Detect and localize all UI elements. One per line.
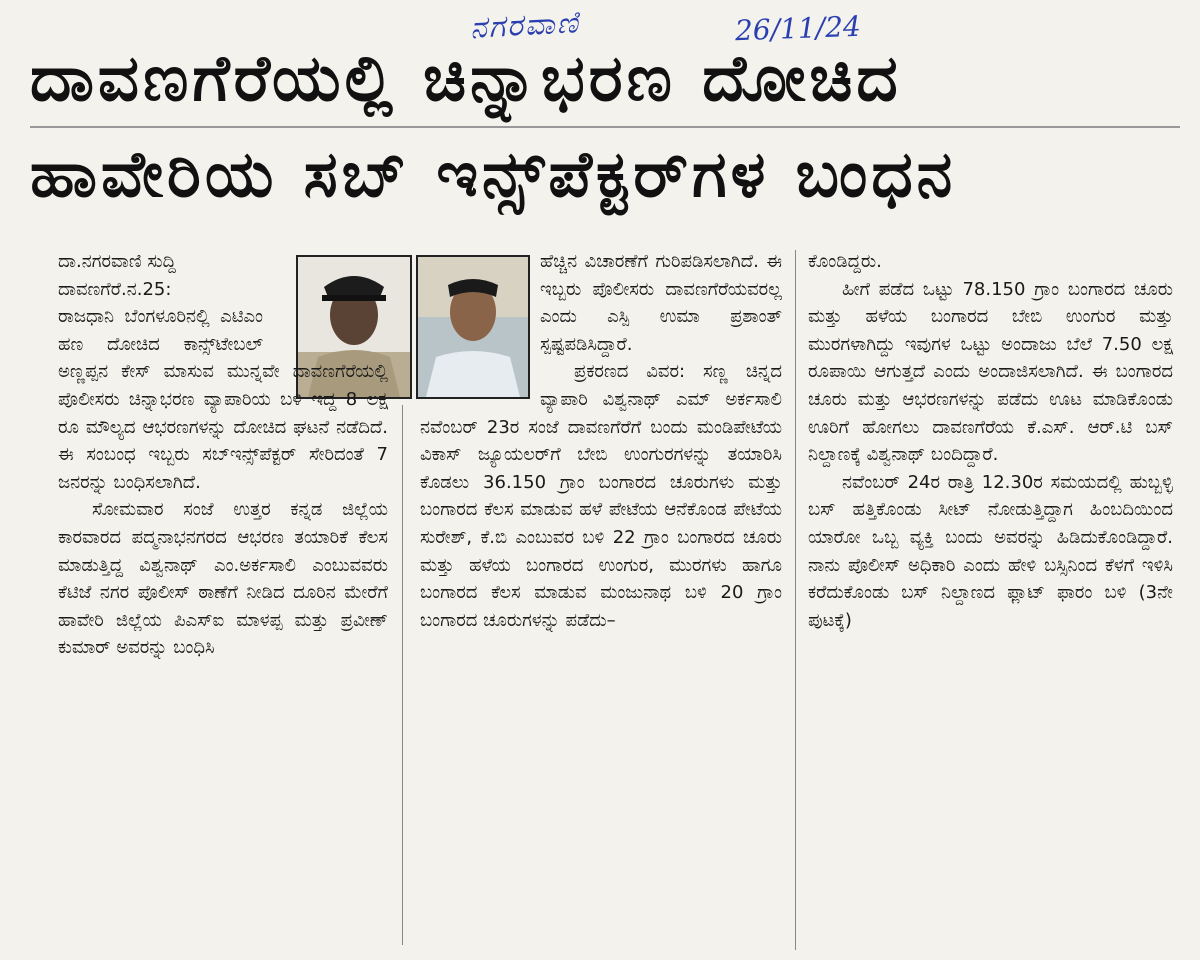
dateline-place-date: ದಾವಣಗೆರೆ.ನ.25: [58,278,172,300]
headline-line-1: ದಾವಣಗೆರೆಯಲ್ಲಿ ಚಿನ್ನಾಭರಣ ದೋಚಿದ [30,42,902,116]
headline-divider [30,126,1180,128]
paragraph: ಹೆಚ್ಚಿನ ವಿಚಾರಣೆಗೆ ಗುರಿಪಡಿಸಲಾಗಿದೆ. ಈ ಇಬ್ಬರು ಪೊಲೀಸರು ದಾವಣಗೆರೆಯವರಲ್ಲ ಎಂದು ಎಸ್ಪಿ ಉಮಾ ಪ್ರಶಾಂತ್ ಸ್ಪಷ್ಟಪಡಿಸಿದ್ದಾರೆ. [540,251,782,355]
column-divider-1 [402,405,403,945]
article-column-3 [808,248,1173,948]
paragraph: ನವೆಂಬರ್ 24ರ ರಾತ್ರಿ 12.30ರ ಸಮಯದಲ್ಲಿ ಹುಬ್ಬಳ್ಳಿ ಬಸ್ ಹತ್ತಿಕೊಂಡು ಸೀಟ್ ನೋಡುತ್ತಿದ್ದಾಗ ಹಿಂಬದಿಯಿಂದ ಯಾರೋ ಒಬ್ಬ ವ್ಯಕ್ತಿ ಬಂದು ಅವರನ್ನು ಹಿಡಿದುಕೊಂಡಿದ್ದಾರೆ. ನಾನು ಪೊಲೀಸ್ ಅಧಿಕಾರಿ ಎಂದು ಹೇಳಿ ಬಸ್ಸಿನಿಂದ ಕೆಳಗೆ ಇಳಿಸಿ ಕರೆದುಕೊಂಡು ಬಸ್ ನಿಲ್ದಾಣದ ಫ್ಲಾಟ್ ಫಾರಂ ಬಳಿ (3ನೇ ಪುಟಕ್ಕೆ) [808,471,1173,631]
paragraph: ಕೊಂಡಿದ್ದರು. [808,251,882,272]
article-column-1 [58,248,388,948]
article-column-2 [420,248,782,948]
handwritten-date: 26/11/24 [734,9,862,48]
paragraph: ಹೀಗೆ ಪಡೆದ ಒಟ್ಟು 78.150 ಗ್ರಾಂ ಬಂಗಾರದ ಚೂರು ಮತ್ತು ಹಳೆಯ ಬಂಗಾರದ ಬೇಬಿ ಉಂಗುರ ಮತ್ತು ಮುರಗಳಾಗಿದ್ದು ಇವುಗಳ ಒಟ್ಟು ಅಂದಾಜು ಬೆಲೆ 7.50 ಲಕ್ಷ ರೂಪಾಯಿ ಆಗುತ್ತದೆ ಎಂದು ಅಂದಾಜಿಸಲಾಗಿದೆ. ಈ ಬಂಗಾರದ ಚೂರು ಮತ್ತು ಆಭರಣಗಳನ್ನು ಪಡೆದು ಊಟ ಮಾಡಿಕೊಂಡು ಊರಿಗೆ ಹೋಗಲು ದಾವಣಗೆರೆಯ ಕೆ.ಎಸ್. ಆರ್.ಟಿ ಬಸ್ ನಿಲ್ದಾಣಕ್ಕೆ ವಿಶ್ವನಾಥ್ ಬಂದಿದ್ದಾರೆ. [808,278,1173,466]
dateline-source: ದಾ.ನಗರವಾಣಿ ಸುದ್ದಿ [58,251,176,272]
handwritten-paper-name: ನಗರವಾಣಿ [469,5,581,46]
column-divider-2 [795,250,796,950]
paragraph: ಪ್ರಕರಣದ ವಿವರ: ಸಣ್ಣ ಚಿನ್ನದ ವ್ಯಾಪಾರಿ ವಿಶ್ವನಾಥ್ ಎಮ್ ಅರ್ಕಸಾಲಿ ನವೆಂಬರ್ 23ರ ಸಂಜೆ ದಾವಣಗೆರೆಗೆ ಬಂದು ಮಂಡಿಪೇಟೆಯ ವಿಕಾಸ್ ಜ್ಯೂಯಲರ್‌ಗೆ ಬೇಬಿ ಉಂಗುರಗಳನ್ನು ತಯಾರಿಸಿ ಕೊಡಲು 36.150 ಗ್ರಾಂ ಬಂಗಾರದ ಚೂರುಗಳು ಮತ್ತು ಬಂಗಾರದ ಕೆಲಸ ಮಾಡುವ ಹಳೆ ಪೇಟೆಯ ಆನೆಕೊಂಡ ಪೇಟೆಯ ಸುರೇಶ್, ಕೆ.ಬಿ ಎಂಬುವರ ಬಳಿ 22 ಗ್ರಾಂ ಬಂಗಾರದ ಚೂರು ಮತ್ತು ಹಳೆಯ ಬಂಗಾರದ ಉಂಗುರ, ಮುರಗಳು ಹಾಗೂ ಬಂಗಾರದ ಕೆಲಸ ಮಾಡುವ ಮಂಜುನಾಥ ಬಳಿ 20 ಗ್ರಾಂ ಬಂಗಾರದ ಚೂರುಗಳನ್ನು ಪಡೆದು– [420,361,782,631]
headline-line-2: ಹಾವೇರಿಯ ಸಬ್ ಇನ್ಸ್‌ಪೆಕ್ಟರ್‌ಗಳ ಬಂಧನ [30,138,957,212]
photo-wrap-spacer [420,248,540,413]
paragraph: ರಾಜಧಾನಿ ಬೆಂಗಳೂರಿನಲ್ಲಿ ಎಟಿಎಂ ಹಣ ದೋಚಿದ ಕಾನ್ಸ್‌ಟೇಬಲ್ ಅಣ್ಣಪ್ಪನ ಕೇಸ್ ಮಾಸುವ ಮುನ್ನವೇ ದಾವಣಗೆರೆಯಲ್ಲಿ ಪೊಲೀಸರು ಚಿನ್ನಾಭರಣ ವ್ಯಾಪಾರಿಯ ಬಳಿ ಇದ್ದ 8 ಲಕ್ಷ ರೂ ಮೌಲ್ಯದ ಆಭರಣಗಳನ್ನು ದೋಚಿದ ಘಟನೆ ನಡೆದಿದೆ. ಈ ಸಂಬಂಧ ಇಬ್ಬರು ಸಬ್‌ಇನ್ಸ್‌ಪೆಕ್ಟರ್ ಸೇರಿದಂತೆ 7 ಜನರನ್ನು ಬಂಧಿಸಲಾಗಿದೆ. [58,306,388,493]
photo-wrap-spacer [263,248,388,358]
paragraph: ಸೋಮವಾರ ಸಂಜೆ ಉತ್ತರ ಕನ್ನಡ ಜಿಲ್ಲೆಯ ಕಾರವಾರದ ಪದ್ಮನಾಭನಗರದ ಆಭರಣ ತಯಾರಿಕೆ ಕೆಲಸ ಮಾಡುತ್ತಿದ್ದ ವಿಶ್ವನಾಥ್ ಎಂ.ಅರ್ಕಸಾಲಿ ಎಂಬುವವರು ಕೆಟಿಜೆ ನಗರ ಪೊಲೀಸ್ ಠಾಣೆಗೆ ನೀಡಿದ ದೂರಿನ ಮೇರೆಗೆ ಹಾವೇರಿ ಜಿಲ್ಲೆಯ ಪಿಎಸ್‌ಐ ಮಾಳಪ್ಪ ಮತ್ತು ಪ್ರವೀಣ್ ಕುಮಾರ್ ಅವರನ್ನು ಬಂಧಿಸಿ [58,499,388,659]
